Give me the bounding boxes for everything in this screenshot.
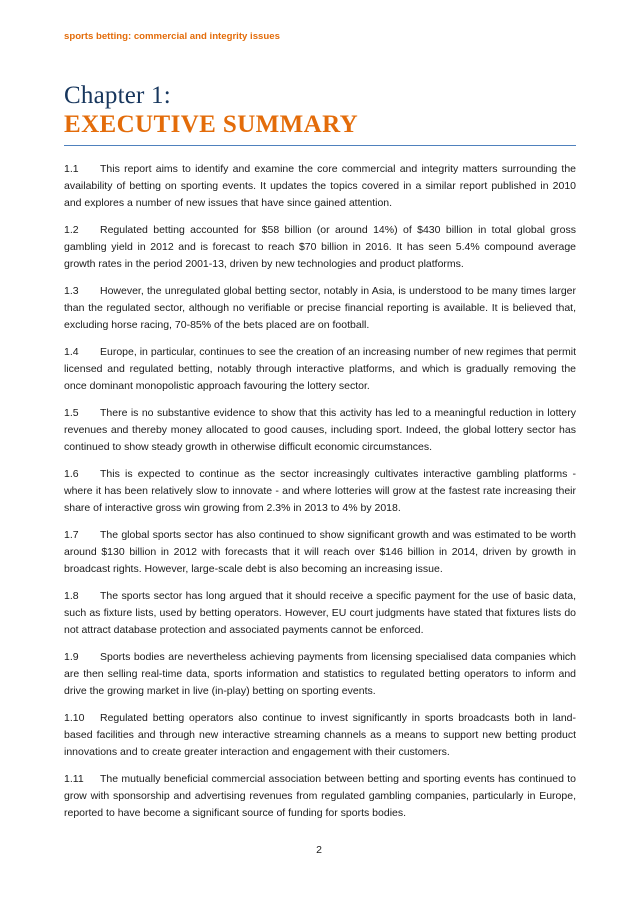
- paragraph-text: However, the unregulated global betting sector, notably in Asia, is understood to be many times larger than the regulated sector, although no verifiable or precise financial reporting is available. It is believed that, excluding horse racing, 70-85% of the bets placed are on football.: [64, 285, 576, 331]
- paragraph-number: 1.2: [64, 224, 79, 236]
- paragraph-text: This is expected to continue as the sector increasingly cultivates interactive gambling platforms - where it has been relatively slow to innovate - and where lotteries will grow at the fastest rate increasing their share of interactive gross win growing from 2.3% in 2013 to 4% by 2018.: [64, 468, 576, 514]
- paragraph-1-8: [64, 588, 576, 639]
- paragraph-text: There is no substantive evidence to show that this activity has led to a meaningful reduction in lottery revenues and thereby money allocated to good causes, including sport. Indeed, the global lottery sector has continued to show steady growth in otherwise difficult economic circumstances.: [64, 407, 576, 453]
- paragraph-number: 1.9: [64, 651, 79, 663]
- heading-divider: [64, 145, 576, 146]
- paragraph-text: Regulated betting operators also continue to invest significantly in sports broadcasts both in land-based facilities and through new interactive streaming channels as a means to support new betting product innovations and to create greater interaction and engagement with their customers.: [64, 712, 576, 758]
- paragraph-1-2: [64, 222, 576, 273]
- paragraph-1-6: [64, 466, 576, 517]
- chapter-title: EXECUTIVE SUMMARY: [64, 111, 359, 138]
- chapter-label: Chapter 1:: [64, 82, 171, 109]
- chapter-heading: [64, 82, 576, 146]
- paragraph-1-3: [64, 283, 576, 334]
- paragraph-number: 1.8: [64, 590, 79, 602]
- paragraph-number: 1.11: [64, 773, 84, 785]
- paragraph-number: 1.3: [64, 285, 79, 297]
- paragraph-1-4: [64, 344, 576, 395]
- paragraph-number: 1.10: [64, 712, 85, 724]
- paragraph-1-10: [64, 710, 576, 761]
- paragraph-1-7: [64, 527, 576, 578]
- paragraph-number: 1.4: [64, 346, 79, 358]
- paragraph-text: This report aims to identify and examine the core commercial and integrity matters surrounding the availability of betting on sporting events. It updates the topics covered in a similar report published in 2010 and explores a number of new issues that have since gained attention.: [64, 163, 576, 209]
- paragraph-1-11: [64, 771, 576, 822]
- paragraph-1-1: [64, 161, 576, 212]
- paragraph-1-5: [64, 405, 576, 456]
- page-number: 2: [316, 844, 322, 856]
- paragraph-number: 1.7: [64, 529, 79, 541]
- paragraph-number: 1.6: [64, 468, 79, 480]
- paragraph-text: Europe, in particular, continues to see the creation of an increasing number of new regimes that permit licensed and regulated betting, notably through interactive platforms, and which is gradually removing the once dominant monopolistic approach favouring the lottery sector.: [64, 346, 576, 392]
- running-header: sports betting: commercial and integrity issues: [64, 31, 280, 42]
- paragraph-text: The sports sector has long argued that it should receive a specific payment for the use of basic data, such as fixture lists, used by betting operators. However, EU court judgments have stated that fixtures lists do not attract database protection and associated payments cannot be enforced.: [64, 590, 576, 636]
- paragraph-text: Sports bodies are nevertheless achieving payments from licensing specialised data companies which are then selling real-time data, sports information and statistics to regulated betting operators to inform and drive the growing market in live (in-play) betting on sporting events.: [64, 651, 576, 697]
- paragraph-number: 1.1: [64, 163, 79, 175]
- paragraph-number: 1.5: [64, 407, 79, 419]
- paragraph-1-9: [64, 649, 576, 700]
- paragraph-text: The mutually beneficial commercial association between betting and sporting events has continued to grow with sponsorship and advertising revenues from regulated gambling companies, particularly in Europe, reported to have become a significant source of funding for sports bodies.: [64, 773, 576, 819]
- paragraph-text: Regulated betting accounted for $58 billion (or around 14%) of $430 billion in total global gross gambling yield in 2012 and is forecast to reach $70 billion in 2016. It has seen 5.4% compound average growth rates in the period 2001-13, driven by new technologies and product platforms.: [64, 224, 576, 270]
- body-text: [64, 161, 576, 832]
- paragraph-text: The global sports sector has also continued to show significant growth and was estimated to be worth around $130 billion in 2012 with forecasts that it will reach over $146 billion in 2014, driven by growth in broadcast rights. However, large-scale debt is also becoming an increasing issue.: [64, 529, 576, 575]
